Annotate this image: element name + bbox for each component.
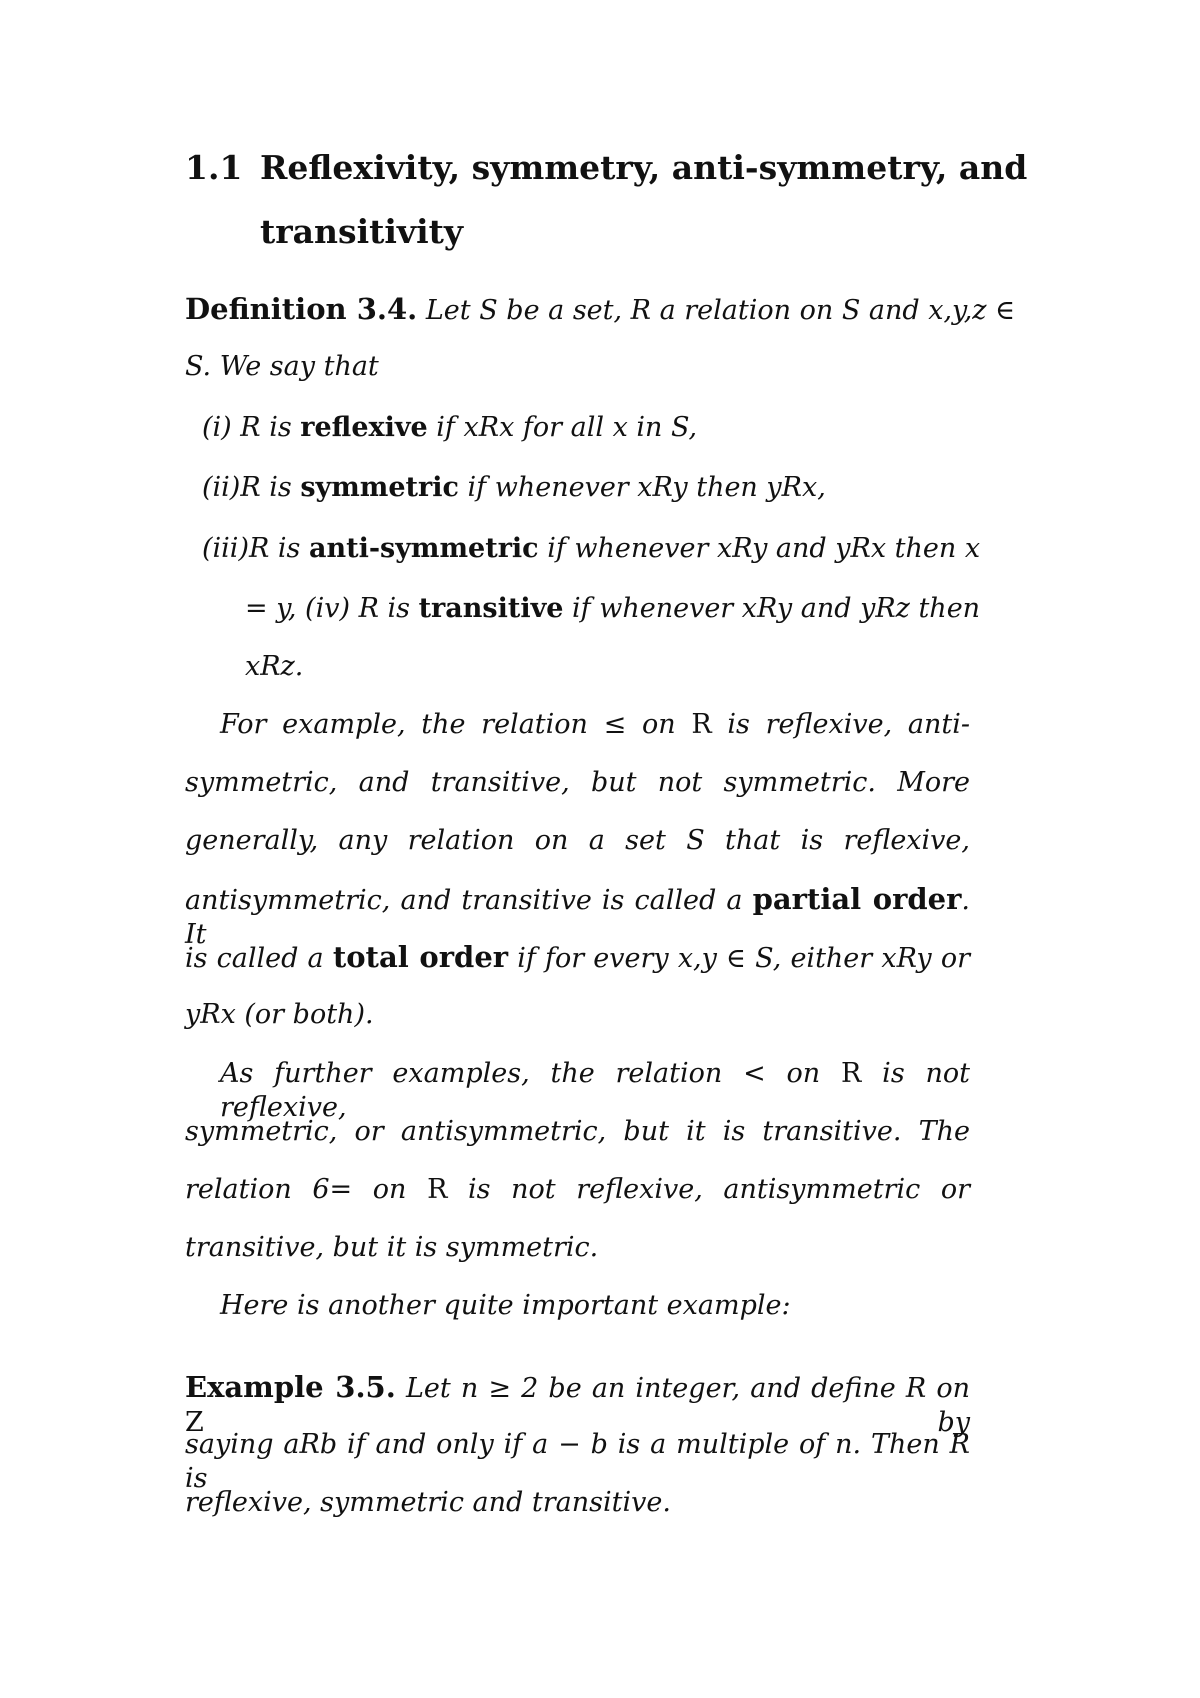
text-span: Let n ≥ 2 be an integer, and define R on	[395, 1373, 970, 1404]
term-symmetric: symmetric	[300, 472, 459, 503]
text-span: antisymmetric, and transitive is called a	[185, 885, 753, 916]
text-span: For example, the relation ≤ on	[220, 709, 692, 740]
text-span: by	[203, 1407, 970, 1438]
definition-item-reflexive	[202, 411, 697, 445]
term-total-order: total order	[332, 940, 509, 974]
definition-intro-line2: S. We say that	[185, 351, 379, 382]
item-prefix: (iii)R is	[202, 533, 309, 564]
item-prefix: = y, (iv) R is	[245, 593, 419, 624]
item-prefix: (i) R is	[202, 412, 301, 443]
example-line2: saying aRb if and only if a − b is a multiple of n. Then R is	[185, 1429, 970, 1494]
item-prefix: (ii)R is	[202, 472, 301, 503]
para1-line1	[220, 708, 970, 742]
term-partial-order: partial order	[752, 882, 962, 916]
item-suffix: if xRx for all x in S,	[427, 412, 698, 443]
reals-symbol: R	[427, 1174, 448, 1205]
text-span: As further examples, the relation < on	[220, 1058, 842, 1089]
para1-line3: generally, any relation on a set S that is reflexive,	[185, 825, 970, 856]
term-reflexive: reflexive	[300, 412, 428, 443]
integers-symbol: Z	[185, 1407, 204, 1438]
section-title-line2: transitivity	[260, 212, 464, 251]
para1-line5	[185, 940, 970, 976]
section-title-line1: Reflexivity, symmetry, anti-symmetry, and	[260, 148, 1028, 187]
definition-item-symmetric	[202, 471, 826, 505]
item-suffix: if whenever xRy and yRx then x	[538, 533, 981, 564]
definition-item-anti-symmetric	[202, 532, 980, 566]
para1-line6: yRx (or both).	[185, 999, 374, 1030]
reals-symbol: R	[691, 709, 712, 740]
item-suffix: if whenever xRy then yRx,	[458, 472, 826, 503]
definition-intro-line1: Let S be a set, R a relation on S and x,y,z ∈	[425, 295, 1016, 326]
text-span: is reflexive, anti-	[711, 709, 970, 740]
example-label: Example 3.5.	[185, 1370, 396, 1404]
para1-line2: symmetric, and transitive, but not symmetric. More	[185, 767, 970, 798]
example-line3: reflexive, symmetric and transitive.	[185, 1487, 671, 1518]
item-suffix: if whenever xRy and yRz then	[563, 593, 981, 624]
para2-line3	[185, 1173, 970, 1207]
term-anti-symmetric: anti-symmetric	[308, 533, 539, 564]
term-transitive: transitive	[418, 593, 564, 624]
text-span: if for every x,y ∈ S, either xRy or	[508, 943, 970, 974]
text-span: relation 6= on	[185, 1174, 428, 1205]
definition-item-transitive	[245, 592, 980, 626]
text-span: . It	[185, 885, 970, 950]
definition-item-transitive-end: xRz.	[245, 651, 304, 682]
para3-line1: Here is another quite important example:	[220, 1290, 791, 1321]
para2-line2: symmetric, or antisymmetric, but it is transitive. The	[185, 1116, 970, 1147]
para2-line4: transitive, but it is symmetric.	[185, 1232, 599, 1263]
reals-symbol: R	[841, 1058, 862, 1089]
definition-line1	[185, 292, 1016, 328]
text-span: is called a	[185, 943, 333, 974]
text-span: is not reflexive, antisymmetric or	[447, 1174, 970, 1205]
section-number: 1.1	[185, 148, 243, 187]
text-span: is not reflexive,	[220, 1058, 970, 1123]
definition-label: Definition 3.4.	[185, 292, 418, 326]
